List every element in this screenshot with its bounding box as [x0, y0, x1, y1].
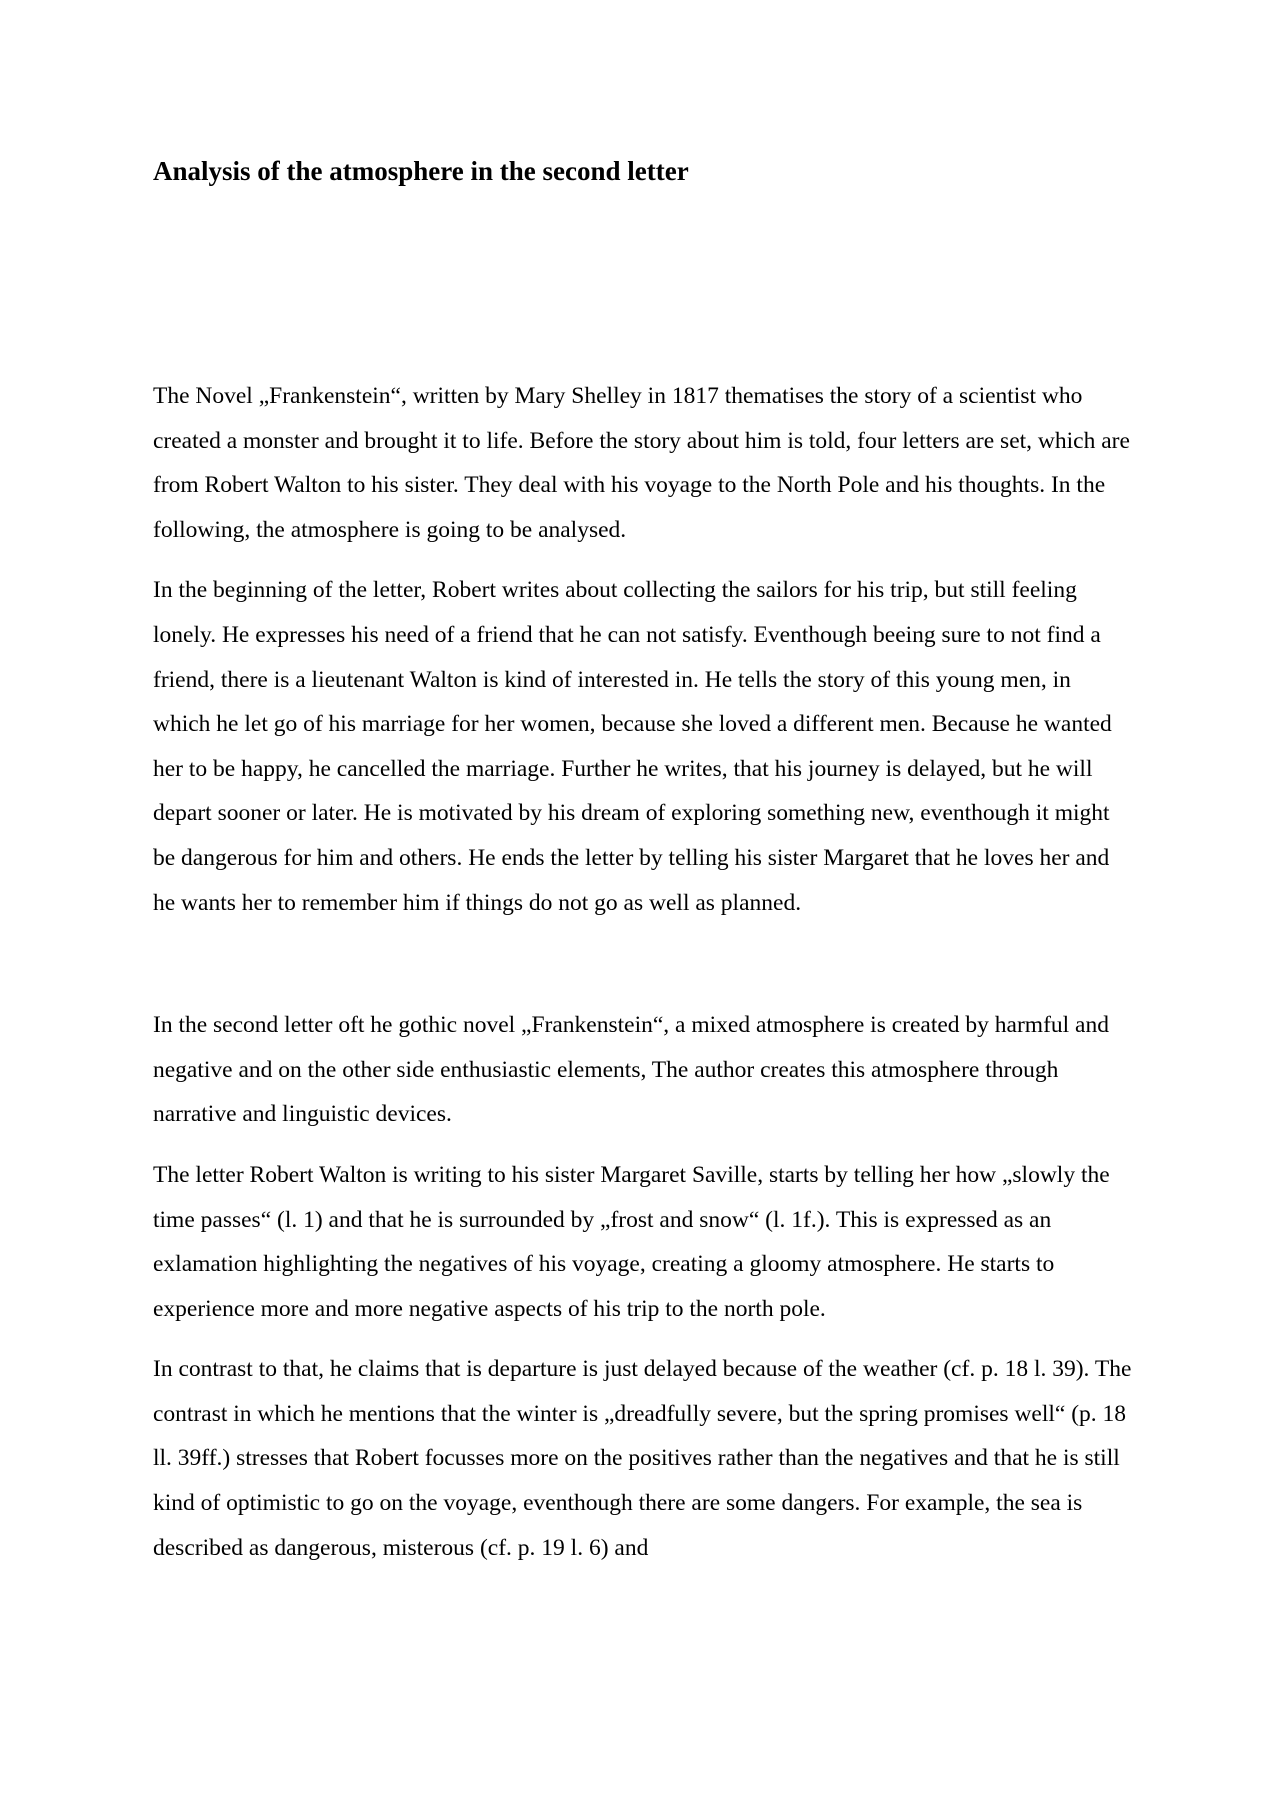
paragraph-analysis-2: In contrast to that, he claims that is departure is just delayed because of the weather (cf. p. 18 l. 39). The contrast in which he mentions that the winter is „dreadfully severe, but the spring promises well“ (p. 18 ll. 39ff.) stresses that Robert focusses more on the positives rather than the negatives and that he is still kind of optimistic to go on the voyage, eventhough there are some dangers. For example, the sea is described as dangerous, misterous (cf. p. 19 l. 6) and — [153, 1356, 1132, 1561]
document-body — [153, 374, 1133, 1586]
document-title: Analysis of the atmosphere in the second letter — [153, 156, 689, 186]
paragraph-thesis: In the second letter oft he gothic novel „Frankenstein“, a mixed atmosphere is created by harmful and negative and on the other side enthusiastic elements, The author creates this atmosphere through narrative and linguistic devices. — [153, 1012, 1109, 1128]
paragraph-spacer — [153, 941, 1133, 1003]
paragraph-summary: In the beginning of the letter, Robert writes about collecting the sailors for his trip, but still feeling lonely. He expresses his need of a friend that he can not satisfy. Eventhough beeing sure to not find a friend, there is a lieutenant Walton is kind of interested in. He tells the story of this young men, in which he let go of his marriage for her women, because she loved a different men. Because he wanted her to be happy, he cancelled the marriage. Further he writes, that his journey is delayed, but he will depart sooner or later. He is motivated by his dream of exploring something new, eventhough it might be dangerous for him and others. He ends the letter by telling his sister Margaret that he loves her and he wants her to remember him if things do not go as well as planned. — [153, 577, 1112, 916]
paragraph-analysis-1: The letter Robert Walton is writing to his sister Margaret Saville, starts by telling her how „slowly the time passes“ (l. 1) and that he is surrounded by „frost and snow“ (l. 1f.). This is expressed as an exlamation highlighting the negatives of his voyage, creating a gloomy atmosphere. He starts to experience more and more negative aspects of his trip to the north pole. — [153, 1161, 1110, 1322]
paragraph-introduction: The Novel „Frankenstein“, written by Mary Shelley in 1817 thematises the story of a scientist who created a monster and brought it to life. Before the story about him is told, four letters are set, which are from Robert Walton to his sister. They deal with his voyage to the North Pole and his thoughts. In the following, the atmosphere is going to be analysed. — [153, 383, 1130, 543]
